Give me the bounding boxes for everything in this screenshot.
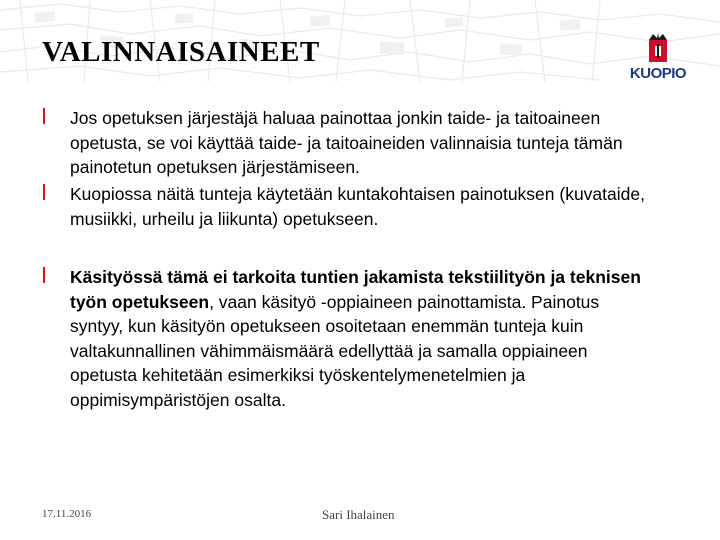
logo-text: KUOPIO xyxy=(629,65,687,82)
bullet-text: Kuopiossa näitä tunteja käytetään kuntakohtaisen painotuksen (kuvataide, musiikki, urheilu ja liikunta) opetukseen. xyxy=(70,184,645,229)
kuopio-logo xyxy=(626,32,690,88)
bullet-bold-text: Käsityössä tämä ei tarkoita tuntien jakamista tekstiilityön ja teknisen työn opetukseen xyxy=(70,267,641,312)
bullet-marker xyxy=(43,108,45,124)
bullet-rest-text: , vaan käsityö -oppiaineen painottamista. Painotus syntyy, kun käsityön opetukseen osoitetaan enemmän tunteja kuin valtakunnallinen vähimmäismäärä edellyttää ja samalla oppiaineen opetusta kehitetään esimerkiksi työskentelymenetelmien ja oppimisympäristöjen osalta. xyxy=(70,291,600,410)
bullet-text: Jos opetuksen järjestäjä haluaa painottaa jonkin taide- ja taitoaineen opetusta, se voi käyttää taide- ja taitoaineiden valinnaisia tunteja tämän painotetun opetuksen järjestämiseen. xyxy=(70,108,623,177)
bullet-text xyxy=(70,265,650,412)
footer-author: Sari Ihalainen xyxy=(322,507,395,522)
bullet-marker xyxy=(43,267,45,283)
footer-date: 17.11.2016 xyxy=(42,508,92,520)
bullet-marker xyxy=(43,184,45,200)
slide-title: VALINNAISAINEET xyxy=(42,36,320,68)
kuopio-coat-of-arms-icon xyxy=(626,32,690,66)
